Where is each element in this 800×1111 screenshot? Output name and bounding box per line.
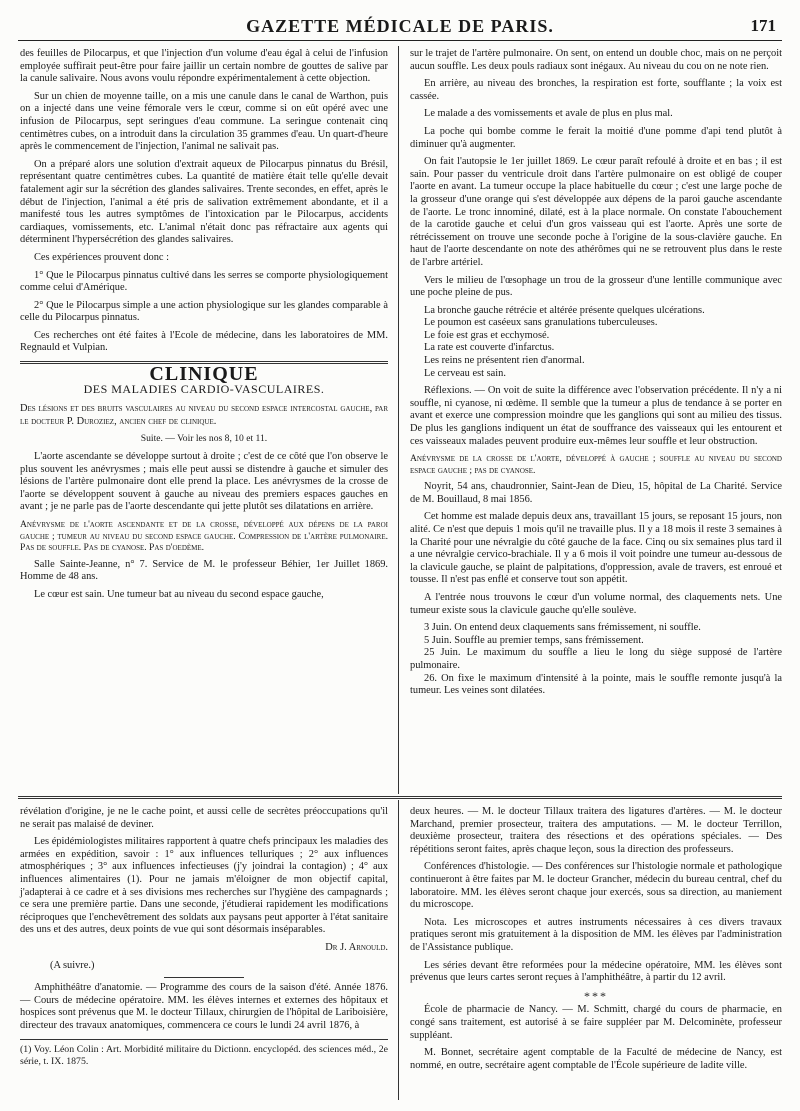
- paragraph: A l'entrée nous trouvons le cœur d'un volume normal, des claquements nets. Une tumeur existe sous la clavicule gauche qu'elle soulève.: [410, 591, 782, 616]
- column-rule: [398, 46, 399, 794]
- lower-left-column: [20, 806, 388, 1068]
- author-signature: Dr J. Arnould.: [325, 941, 388, 953]
- paragraph: Sur un chien de moyenne taille, on a mis une canule dans le canal de Warthon, puis on a injecté dans une veine fémorale vers le cœur, comme si on eût opéré avec une infusion de Pilocarpus, sept seringues d'eau commune. La seringue contenait cinq centimètres cubes, on a introduit dans la circulation 35 grammes d'eau. Un quart-d'heure après le commencement de l'injection, l'animal ne salivait pas.: [20, 90, 388, 153]
- paragraph: La rate est couverte d'infarctus.: [424, 342, 555, 354]
- paragraph: Le malade a des vomissements et avale de plus en plus mal.: [424, 108, 673, 120]
- section-divider: [20, 361, 388, 364]
- paragraph: Le poumon est caséeux sans granulations tuberculeuses.: [424, 317, 658, 329]
- reflexions-paragraph: Réflexions. — On voit de suite la différence avec l'observation précédente. Il n'y a ni souffle, ni cyanose, ni œdème. Il semble que la tumeur a plus de tendance à se porter en avant et exerce une compression moindre que les ganglions qui sont au milieu des tissus. De plus les ganglions indiquent un état de souffrance des vaisseaux qui les entourent et ces vaisseaux malades peuvent produire eux-mêmes leur souffle et leur obstruction.: [410, 385, 782, 447]
- paragraph: L'aorte ascendante se développe surtout à droite ; c'est de ce côté que l'on observe le plus souvent les anévrysmes ; mais elle peut aussi se distendre à gauche et simuler des lésions de l'artère pulmonaire dont elle prend la place. Les anévrysmes de la crosse de l'aorte se développent souvent à gauche au niveau des premiers espaces gauches en avant ; je ne parle pas de l'aorte descendante qui jette plutôt ses dilatations en arrière.: [20, 451, 388, 513]
- paragraph: 2° Que le Pilocarpus simple a une action physiologique sur les glandes comparable à celle du Pilocarpus pinnatus.: [20, 299, 388, 324]
- paragraph: La poche qui bombe comme le ferait la moitié d'une pomme d'api tend plutôt à diminuer qu'à augmenter.: [410, 125, 782, 150]
- case-heading: Anévrysme de l'aorte ascendante et de la crosse, développé aux dépens de la paroi gauche ; tumeur au niveau du second espace gauche. Compression de l'artère pulmonaire. Pas de souffle. Pas de cyanose. Pas d'oedème.: [20, 519, 388, 553]
- paragraph: sur le trajet de l'artère pulmonaire. On sent, on entend un double choc, mais on ne perçoit aucun souffle. Les deux pouls radiaux sont inégaux. Au niveau du cou on ne note rien.: [410, 48, 782, 72]
- paragraph: 26. On fixe le maximum d'intensité à la pointe, mais le souffle remonte jusqu'à la tumeur. Les veines sont dilatées.: [410, 672, 782, 697]
- paragraph: École de pharmacie de Nancy. — M. Schmitt, chargé du cours de pharmacie, en congé sans traitement, est autorisé à se faire suppléer par M. Delcominète, professeur suppléant.: [410, 1004, 782, 1041]
- upper-left-column: [20, 48, 388, 606]
- journal-title: GAZETTE MÉDICALE DE PARIS.: [246, 16, 554, 36]
- section-subtitle: DES MALADIES CARDIO-VASCULAIRES.: [83, 381, 325, 396]
- continuation-note: Suite. — Voir les nos 8, 10 et 11.: [140, 433, 268, 445]
- paragraph: Ces recherches ont été faites à l'Ecole de médecine, dans les laboratoires de MM. Regnauld et Vulpian.: [20, 329, 388, 354]
- paragraph: Amphithéâtre d'anatomie. — Programme des cours de la saison d'été. Année 1876. — Cours de médecine opératoire. MM. les élèves internes et externes des hôpitaux et hospices sont prévenus que M. le docteur Tillaux, chirurgien de l'hôpital de Lariboisière, directeur des travaux anatomiques, commencera ce cours le lundi 24 avril 1876, à: [20, 982, 388, 1031]
- lower-right-column: [410, 806, 782, 1077]
- to-be-continued: (A suivre.): [50, 959, 95, 971]
- short-divider: [164, 977, 244, 978]
- paragraph: Conférences d'histologie. — Des conférences sur l'histologie normale et pathologique continueront à être faites par M. le docteur Grancher, médecin du bureau central, chef du laboratoire. MM. les élèves seront chaque jour exercés, sous sa direction, au maniement du microscope.: [410, 861, 782, 911]
- paragraph: 5 Juin. Souffle au premier temps, sans frémissement.: [424, 634, 644, 646]
- paragraph: Les séries devant être reformées pour la médecine opératoire, MM. les élèves sont prévenus que leurs cartes seront reçues à l'amphithéâtre, à partir du 12 avril.: [410, 959, 782, 984]
- page-number: 171: [750, 16, 776, 35]
- paragraph: révélation d'origine, je ne le cache point, et aussi celle de secrètes préoccupations qu'il ne serait pas malaisé de deviner.: [20, 806, 388, 830]
- upper-right-column: [410, 48, 782, 703]
- section-title: CLINIQUE: [149, 363, 259, 386]
- paragraph: 25 Juin. Le maximum du souffle a lieu le long du siège supposé de l'artère pulmonaire.: [410, 647, 782, 671]
- column-rule: [398, 800, 399, 1100]
- article-title: Des lésions et des bruits vasculaires au niveau du second espace intercostal gauche, par le docteur P. Duroziez, ancien chef de clinique.: [20, 403, 388, 427]
- paragraph: M. Bonnet, secrétaire agent comptable de la Faculté de médecine de Nancy, est nommé, en outre, secrétaire agent comptable de l'École supérieure de ladite ville.: [410, 1047, 782, 1071]
- paragraph: Ces expériences prouvent donc :: [34, 251, 170, 263]
- page-divider: [18, 796, 782, 799]
- paragraph: Les reins ne présentent rien d'anormal.: [424, 355, 585, 367]
- paragraph: Vers le milieu de l'œsophage un trou de la grosseur d'une lentille communique avec une poche pleine de pus.: [410, 274, 782, 299]
- paragraph: Les épidémiologistes militaires rapportent à quatre chefs principaux les maladies des armées en expédition, savoir : 1° aux influences telluriques ; 2° aux influences atmosphériques ; 3° aux influences infectieuses (j'y joindrai la contagion) ; 4° aux influences alimentaires (1). Pour ne jamais m'éloigner de mon objectif capital, j'adapterai à ce cadre et à ses divisions mes recherches sur l'hygiène des campagnards ; ce sera une première partie. Dans une seconde, j'étudierai rapidement les modifications réciproques que l'enchevêtrement des soldats aux paysans peut apporter à l'état sanitaire des uns et des autres, deux points de vue qui sont désormais inséparables.: [20, 836, 388, 936]
- paragraph: On fait l'autopsie le 1er juillet 1869. Le cœur paraît refoulé à droite et en bas ; il est sain. Pour passer du ventricule droit dans l'artère pulmonaire on est obligé de couper l'aorte en avant. La tumeur occupe la place habituelle du cœur ; c'est une large poche de la grosseur d'une orange qui s'est développée aux dépens de la paroi gauche ascendante de l'aorte. Le tronc innominé, dilaté, est à la place normale. On constate l'abouchement de la carotide gauche et celui d'un gros vaisseau qui est l'aorte. Après une sorte de rétrécissement on trouve une seconde poche à l'origine de la sous-clavière gauche. En haut de l'aorte descendante on note des athérômes qui ne se retrouvent plus dans le reste de l'arbre artériel.: [410, 156, 782, 268]
- paragraph: En arrière, au niveau des bronches, la respiration est forte, soufflante ; la voix est cassée.: [410, 78, 782, 102]
- paragraph: 1° Que le Pilocarpus pinnatus cultivé dans les serres se comporte physiologiquement comme celui d'Amérique.: [20, 269, 388, 294]
- paragraph: Cet homme est malade depuis deux ans, travaillant 15 jours, se reposant 15 jours, non alité. Ce n'est que depuis 1 mois qu'il ne travaille plus. Il y a 18 mois il reste 3 semaines à la Charité pour une névralgie du côté gauche de la face. Cinq ou six semaines plus tard il a une névralgie cervico-brachiale. Il y a 6 mois il voit poindre une tumeur au-dessous de la clavicule gauche, se plaint de palpitations, d'oppression, avale de travers, est enroué et tousse. Il n'est pas enflé et conserve tout son appétit.: [410, 511, 782, 586]
- paragraph: 3 Juin. On entend deux claquements sans frémissement, ni souffle.: [424, 622, 701, 634]
- running-header: [18, 14, 782, 41]
- footnote: (1) Voy. Léon Colin : Art. Morbidité militaire du Dictionn. encyclopéd. des sciences méd., 2e série, t. IX. 1875.: [20, 1039, 388, 1068]
- section-stars: ***: [584, 988, 608, 1003]
- paragraph: On a préparé alors une solution d'extrait aqueux de Pilocarpus pinnatus du Brésil, représentant quatre centimètres cubes. La quantité de matière était telle qu'elle devait fatalement agir sur la sécrétion des glandes salivaires. Trente secondes, en effet, après le début de l'injection, l'animal a été pris de salivation extrêmement abondante, et il a manifesté tous les autres symptômes de l'intoxication par le Pilocarpus, accidents cardiaques, vomissements, etc. L'animal n'était donc pas réfractaire aux agents qui déterminent l'hypersécrétion des glandes salivaires.: [20, 158, 388, 246]
- paragraph: Le cœur est sain. Une tumeur bat au niveau du second espace gauche,: [34, 588, 324, 600]
- paragraph: deux heures. — M. le docteur Tillaux traitera des ligatures d'artères. — M. le docteur Marchand, premier prosecteur, traitera des amputations. — M. le docteur Terrillon, deuxième prosecteur, traitera des résections et des opérations spéciales. — Des répétitions seront faites, après chaque leçon, sous la direction des professeurs.: [410, 806, 782, 855]
- paragraph: Le cerveau est sain.: [424, 367, 506, 379]
- paragraph: La bronche gauche rétrécie et altérée présente quelques ulcérations.: [424, 304, 705, 316]
- paragraph: Le foie est gras et ecchymosé.: [424, 329, 550, 341]
- paragraph: Nota. Les microscopes et autres instruments nécessaires à ces divers travaux pratiques seront mis gratuitement à la disposition de MM. les élèves par l'administration de l'Assistance publique.: [410, 916, 782, 953]
- case-heading: Anévrysme de la crosse de l'aorte, développé à gauche ; souffle au niveau du second espace gauche ; pas de cyanose.: [410, 453, 782, 476]
- paragraph: Noyrit, 54 ans, chaudronnier, Saint-Jean de Dieu, 15, hôpital de La Charité. Service de M. Bouillaud, 8 mai 1856.: [410, 481, 782, 505]
- paragraph: Salle Sainte-Jeanne, n° 7. Service de M. le professeur Béhier, 1er Juillet 1869. Homme de 48 ans.: [20, 558, 388, 583]
- paragraph: des feuilles de Pilocarpus, et que l'injection d'un volume d'eau égal à celui de l'infusion employée suffirait peut-être pour faire jaillir un certain nombre de gouttes de salive par la canule salivaire. Nous avons voulu répondre expérimentalement à cette objection.: [20, 48, 388, 85]
